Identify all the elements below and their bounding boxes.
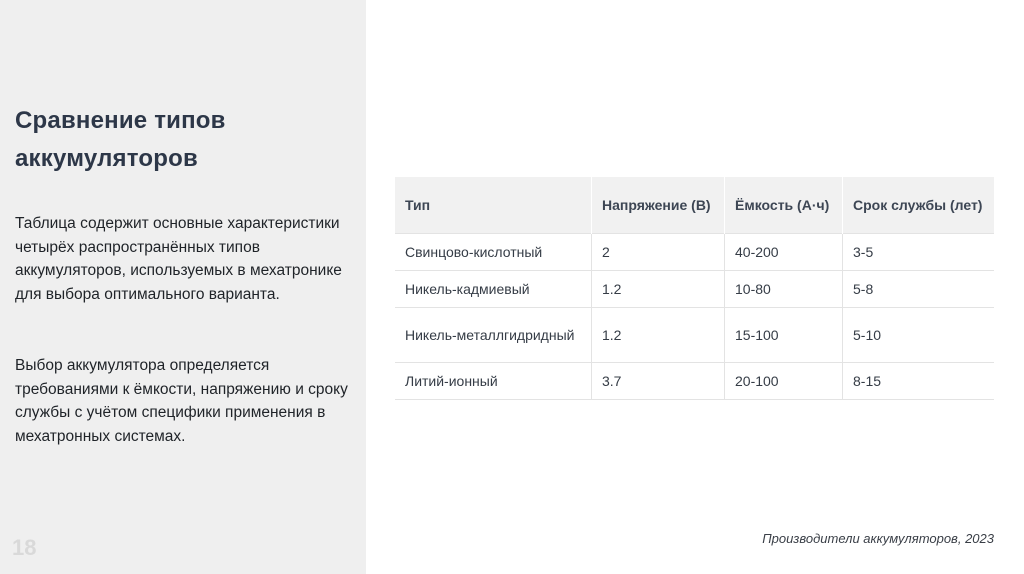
header-capacity: Ёмкость (А·ч)	[725, 177, 843, 234]
battery-comparison-table	[395, 177, 994, 400]
cell-capacity: 20-100	[725, 363, 843, 400]
table-row	[395, 271, 994, 308]
cell-lifespan: 8-15	[843, 363, 995, 400]
cell-lifespan: 3-5	[843, 234, 995, 271]
cell-voltage: 2	[592, 234, 725, 271]
cell-lifespan: 5-10	[843, 308, 995, 363]
slide-title: Сравнение типов аккумуляторов	[15, 107, 226, 172]
cell-voltage: 3.7	[592, 363, 725, 400]
header-lifespan: Срок службы (лет)	[853, 196, 983, 213]
cell-capacity: 40-200	[725, 234, 843, 271]
table-row	[395, 234, 994, 271]
cell-type: Свинцово-кислотный	[395, 234, 592, 271]
cell-voltage: 1.2	[592, 308, 725, 363]
table-header-row	[395, 177, 994, 234]
page-number: 18	[12, 535, 37, 560]
header-voltage: Напряжение (В)	[592, 177, 725, 234]
left-panel	[0, 0, 366, 574]
description-paragraph: Выбор аккумулятора определяется требованиями к ёмкости, напряжению и сроку службы с учётом специфики применения в мехатронных системах.	[15, 357, 348, 445]
table-row	[395, 363, 994, 400]
cell-voltage: 1.2	[592, 271, 725, 308]
cell-capacity: 10-80	[725, 271, 843, 308]
cell-capacity: 15-100	[725, 308, 843, 363]
table-row	[395, 308, 994, 363]
cell-lifespan: 5-8	[843, 271, 995, 308]
source-caption: Производители аккумуляторов, 2023	[762, 531, 994, 546]
cell-type: Литий-ионный	[395, 363, 592, 400]
table	[395, 177, 994, 400]
description-paragraph: Таблица содержит основные характеристики четырёх распространённых типов аккумуляторов, используемых в мехатронике для выбора оптимального варианта.	[15, 215, 342, 303]
cell-type: Никель-металлгидридный	[395, 308, 592, 363]
cell-type: Никель-кадмиевый	[395, 271, 592, 308]
header-type: Тип	[395, 177, 592, 234]
